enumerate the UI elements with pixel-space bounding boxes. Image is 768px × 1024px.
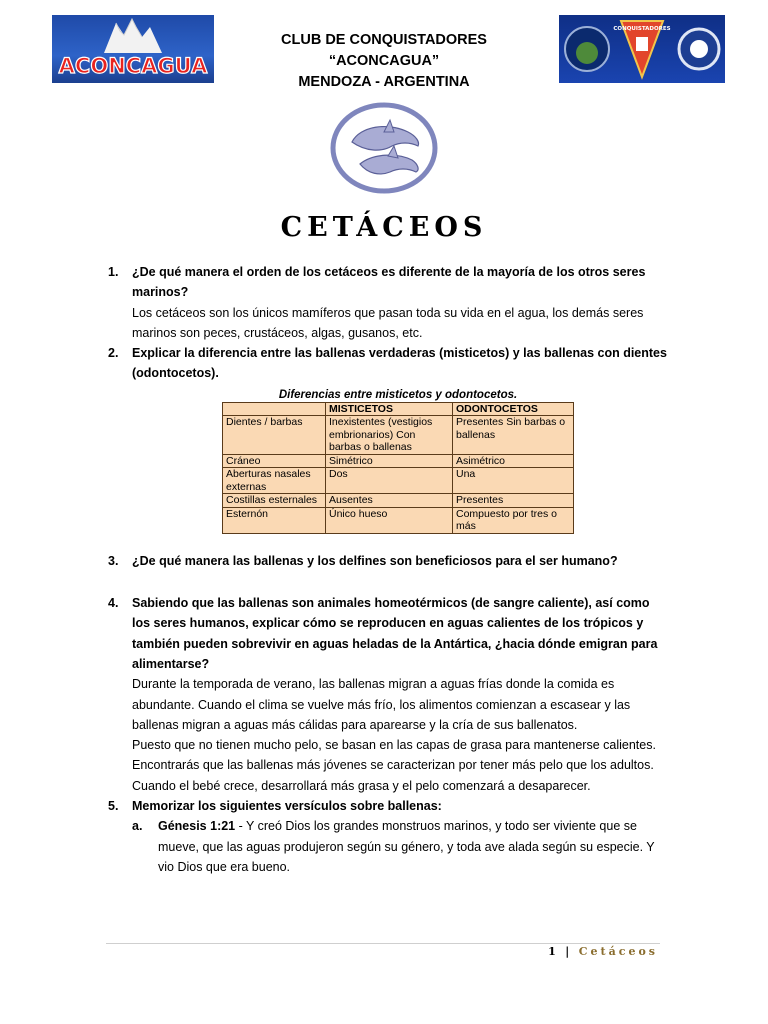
footer-divider [106,943,660,944]
answer-text: Puesto que no tienen mucho pelo, se basan en las capas de grasa para mantenerse calientes. Encontrarás que las ballenas más jóvenes se caracterizan por tener más pelo que los adultos. Cuando el bebé crece, desarrollará más grasa y el pelo comenzará a desaparecer. [132,738,656,793]
question-text: ¿De qué manera el orden de los cetáceos es diferente de la mayoría de los otros seres marinos? [132,265,646,300]
table-header-cell: ODONTOCETOS [453,402,574,416]
logo-right-text: CONQUISTADORES [613,26,671,32]
question-number: 4. [108,596,119,611]
table-cell: Presentes Sin barbas o ballenas [453,416,574,455]
page-footer [548,945,658,958]
table-cell: Simétrico [326,454,453,468]
question-number: 3. [108,553,119,568]
answer-text: Durante la temporada de verano, las ballenas migran a aguas frías donde la comida es abundante. Cuando el clima se vuelve más frío, los alimentos comienzan a escasear y las ballenas migran a aguas más cálidas para aparearse y la cría de sus ballenatos. [132,677,631,732]
differences-table [222,402,574,534]
table-cell: Ausentes [326,494,453,508]
header-club: CLUB DE CONQUISTADORES [281,32,487,48]
table-cell: Asimétrico [453,454,574,468]
footer-separator: | [565,945,573,958]
table-row [223,507,574,533]
table-cell: Costillas esternales [223,494,326,508]
question-4 [108,593,668,796]
question-text: ¿De qué manera las ballenas y los delfines son beneficiosos para el ser humano? [132,553,618,568]
table-cell: Esternón [223,507,326,533]
table-cell: Presentes [453,494,574,508]
verse-text: - Y creó Dios los grandes monstruos marinos, y todo ser viviente que se mueve, que las aguas produjeron según su género, y toda ave alada según su especie. Y vio Dios que era bueno. [158,819,655,874]
question-number: 2. [108,346,119,361]
aconcagua-logo [52,15,214,83]
dolphin-emblem-icon [330,102,438,194]
table-header-cell: MISTICETOS [326,402,453,416]
table-header-row [223,402,574,416]
table-row [223,494,574,508]
question-text: Explicar la diferencia entre las ballenas verdaderas (misticetos) y las ballenas con dientes (odontocetos). [132,346,667,381]
table-cell: Único hueso [326,507,453,533]
question-number: 1. [108,265,119,279]
answer-text: Los cetáceos son los únicos mamíferos que pasan toda su vida en el agua, los demás seres marinos son peces, crustáceos, algas, gusanos, etc. [132,305,644,340]
page-title: CETÁCEOS [280,212,488,243]
question-2 [108,343,668,384]
table-caption: Diferencias entre misticetos y odontocetos. [278,388,518,401]
question-text: Memorizar los siguientes versículos sobre ballenas: [132,799,442,814]
table-cell: Inexistentes (vestigios embrionarios) Con barbas o ballenas [326,416,453,455]
table-header-cell [223,402,326,416]
table-row [223,416,574,455]
table-cell: Cráneo [223,454,326,468]
question-number: 5. [108,799,119,814]
question-text: Sabiendo que las ballenas son animales homeotérmicos (de sangre caliente), así como los seres humanos, explicar cómo se reproducen en aguas calientes de los trópicos y también pueden sobrevivir en aguas heladas de la Antártica, ¿hacia dónde emigran para alimentarse? [132,596,658,671]
header-name: “ACONCAGUA” [328,53,440,69]
question-1 [108,262,668,343]
logo-left-text: ACONCAGUA [58,54,208,78]
table-cell: Dos [326,468,453,494]
differences-table-block [222,388,574,534]
question-5 [108,796,668,816]
table-cell: Compuesto por tres o más [453,507,574,533]
document-body [108,262,668,877]
sub-item-letter: a. [132,819,143,834]
footer-title: Cetáceos [578,945,658,958]
page-number: 1 [548,945,559,958]
document-header [234,30,534,93]
verse-a [108,816,668,877]
header-location: MENDOZA - ARGENTINA [298,74,470,90]
verse-reference: Génesis 1:21 [158,819,236,834]
table-cell: Aberturas nasales externas [223,468,326,494]
table-cell: Una [453,468,574,494]
table-row [223,454,574,468]
club-emblems-logo [559,15,725,83]
table-row [223,468,574,494]
table-cell: Dientes / barbas [223,416,326,455]
question-3 [108,551,668,571]
